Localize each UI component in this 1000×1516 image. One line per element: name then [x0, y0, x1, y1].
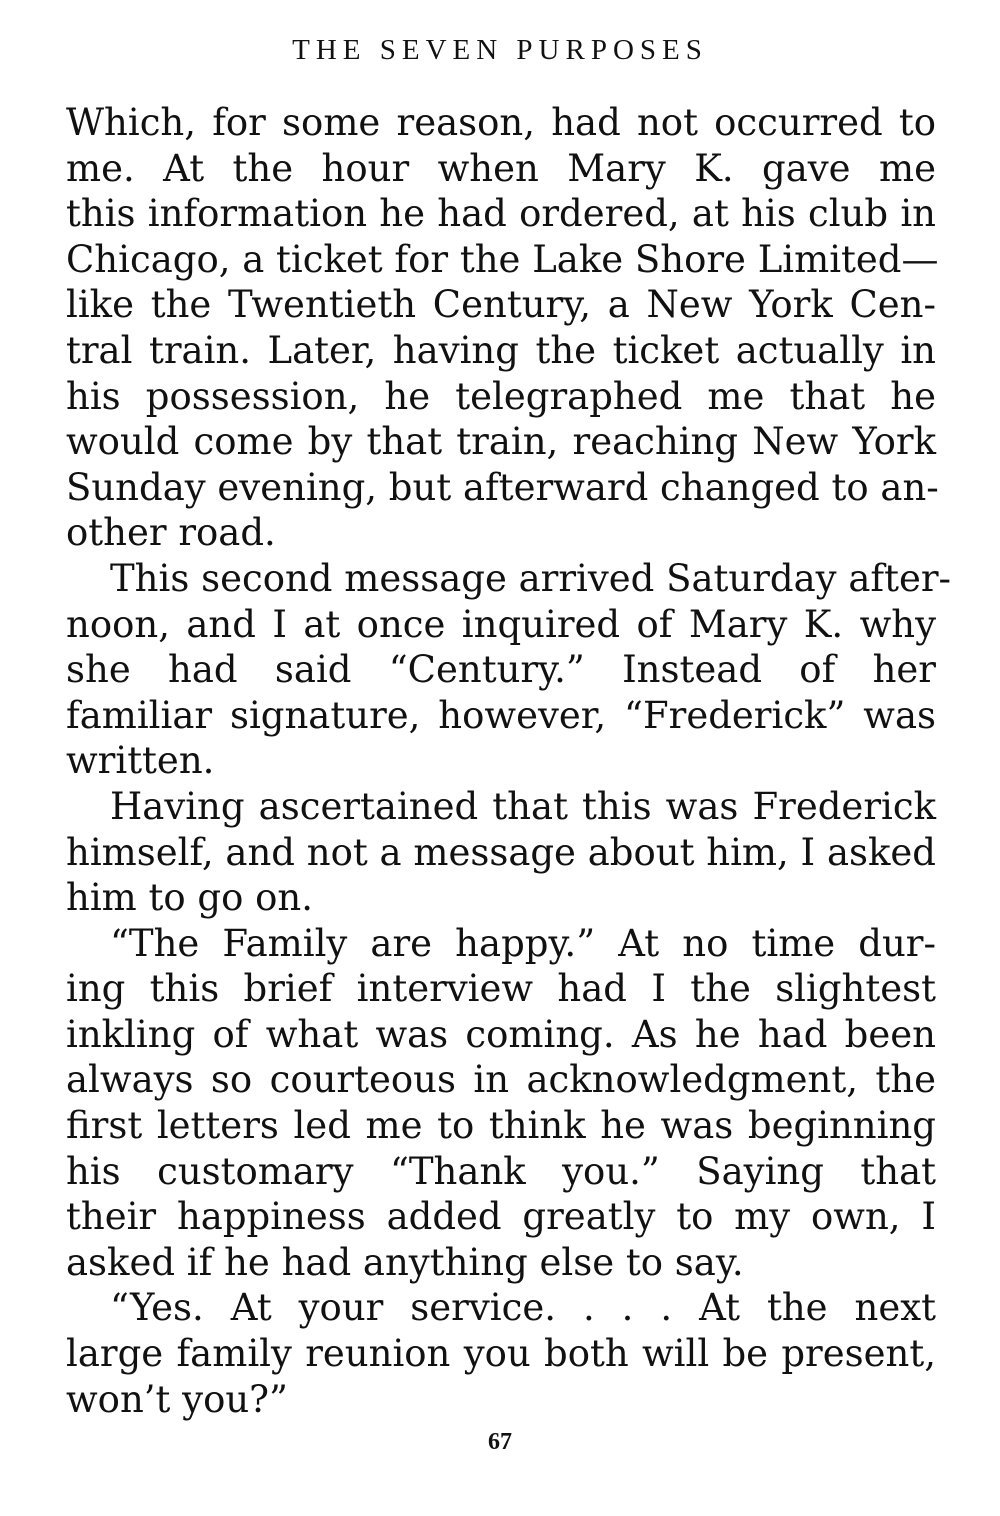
text-line: “Yes. At your service. . . . At the next — [110, 1286, 936, 1330]
text-line: first letters led me to think he was beginning — [66, 1104, 936, 1148]
text-line: tral train. Later, having the ticket actually in — [66, 328, 936, 372]
text-line: this information he had ordered, at his club in — [66, 192, 936, 236]
body-text — [66, 100, 952, 1422]
text-line: Having ascertained that this was Frederick — [110, 784, 936, 828]
text-line: would come by that train, reaching New York — [66, 420, 936, 464]
text-line: his customary “Thank you.” Saying that — [66, 1149, 936, 1193]
text-line: Sunday evening, but afterward changed to an- — [66, 465, 939, 509]
text-line: This second message arrived Saturday after- — [110, 556, 952, 600]
text-line: him to go on. — [66, 876, 314, 920]
text-line: other road. — [66, 511, 276, 555]
text-line: she had said “Century.” Instead of her — [66, 648, 936, 692]
text-line: large family reunion you both will be present, — [66, 1332, 936, 1376]
text-line: me. At the hour when Mary K. gave me — [66, 146, 936, 190]
running-head: THE SEVEN PURPOSES — [292, 34, 708, 66]
text-line: “The Family are happy.” At no time dur- — [110, 921, 936, 965]
text-line: ing this brief interview had I the slightest — [66, 967, 936, 1011]
text-line: won’t you?” — [66, 1377, 288, 1421]
text-line: Chicago, a ticket for the Lake Shore Limited— — [66, 237, 939, 281]
text-line: asked if he had anything else to say. — [66, 1240, 744, 1284]
text-line: inkling of what was coming. As he had been — [66, 1012, 936, 1056]
text-line: always so courteous in acknowledgment, the — [66, 1058, 936, 1102]
text-line: himself, and not a message about him, I asked — [66, 830, 936, 874]
page-number: 67 — [488, 1429, 512, 1455]
text-line: their happiness added greatly to my own, I — [66, 1195, 936, 1239]
text-line: like the Twentieth Century, a New York Cen- — [66, 283, 936, 327]
text-line: familiar signature, however, “Frederick” was — [66, 693, 936, 737]
text-line: Which, for some reason, had not occurred to — [66, 101, 936, 144]
text-line: noon, and I at once inquired of Mary K. why — [66, 602, 936, 646]
text-line: his possession, he telegraphed me that he — [66, 374, 936, 418]
text-line: written. — [66, 739, 215, 783]
